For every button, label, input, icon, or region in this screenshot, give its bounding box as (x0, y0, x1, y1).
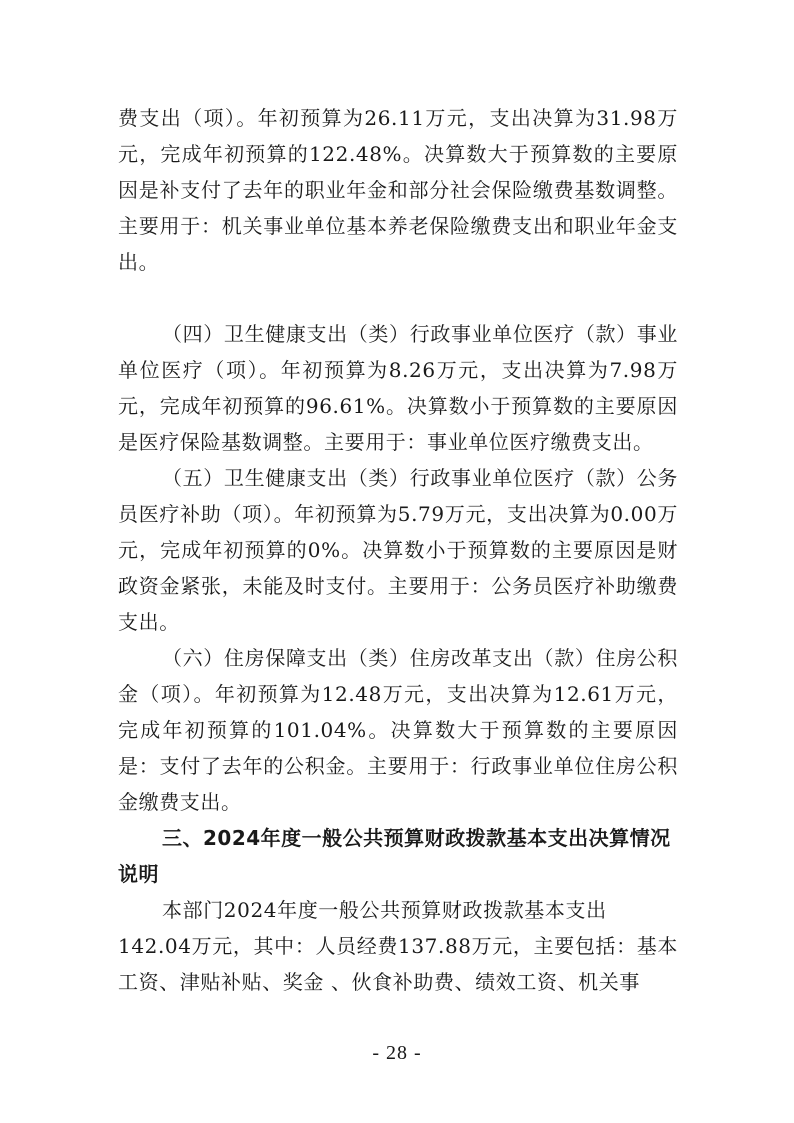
paragraph-pension-expense: 费支出（项）。年初预算为26.11万元，支出决算为31.98万元，完成年初预算的122.48%。决算数大于预算数的主要原因是补支付了去年的职业年金和部分社会保险缴费基数调整。主要用于：机关事业单位基本养老保险缴费支出和职业年金支出。 (118, 106, 678, 274)
itemized-expense-block (118, 316, 678, 1000)
paragraph-item-5-civil-servant-medical: （五）卫生健康支出（类）行政事业单位医疗（款）公务员医疗补助（项）。年初预算为5.79万元，支出决算为0.00万元，完成年初预算的0%。决算数小于预算数的主要原因是财政资金紧张，未能及时支付。主要用于：公务员医疗补助缴费支出。 (118, 466, 678, 634)
section-intro-first-line: 本部门2024年度一般公共预算财政拨款基本支出 (162, 898, 607, 922)
section-heading: 三、2024年度一般公共预算财政拨款基本支出决算情况说明 (118, 826, 671, 886)
paragraph-item-4-medical: （四）卫生健康支出（类）行政事业单位医疗（款）事业单位医疗（项）。年初预算为8.26万元，支出决算为7.98万元，完成年初预算的96.61%。决算数小于预算数的主要原因是医疗保险基数调整。主要用于：事业单位医疗缴费支出。 (118, 322, 678, 454)
paragraph-item-6-housing-fund: （六）住房保障支出（类）住房改革支出（款）住房公积金（项）。年初预算为12.48万元，支出决算为12.61万元，完成年初预算的101.04%。决算数大于预算数的主要原因是：支付了去年的公积金。主要用于：行政事业单位住房公积金缴费支出。 (118, 646, 678, 814)
continued-paragraph-block (118, 100, 678, 280)
section-intro-continuation: 142.04万元，其中：人员经费137.88万元，主要包括：基本工资、津贴补贴、奖金 、伙食补助费、绩效工资、机关事 (118, 934, 678, 994)
page-number: - 28 - (372, 1042, 422, 1064)
